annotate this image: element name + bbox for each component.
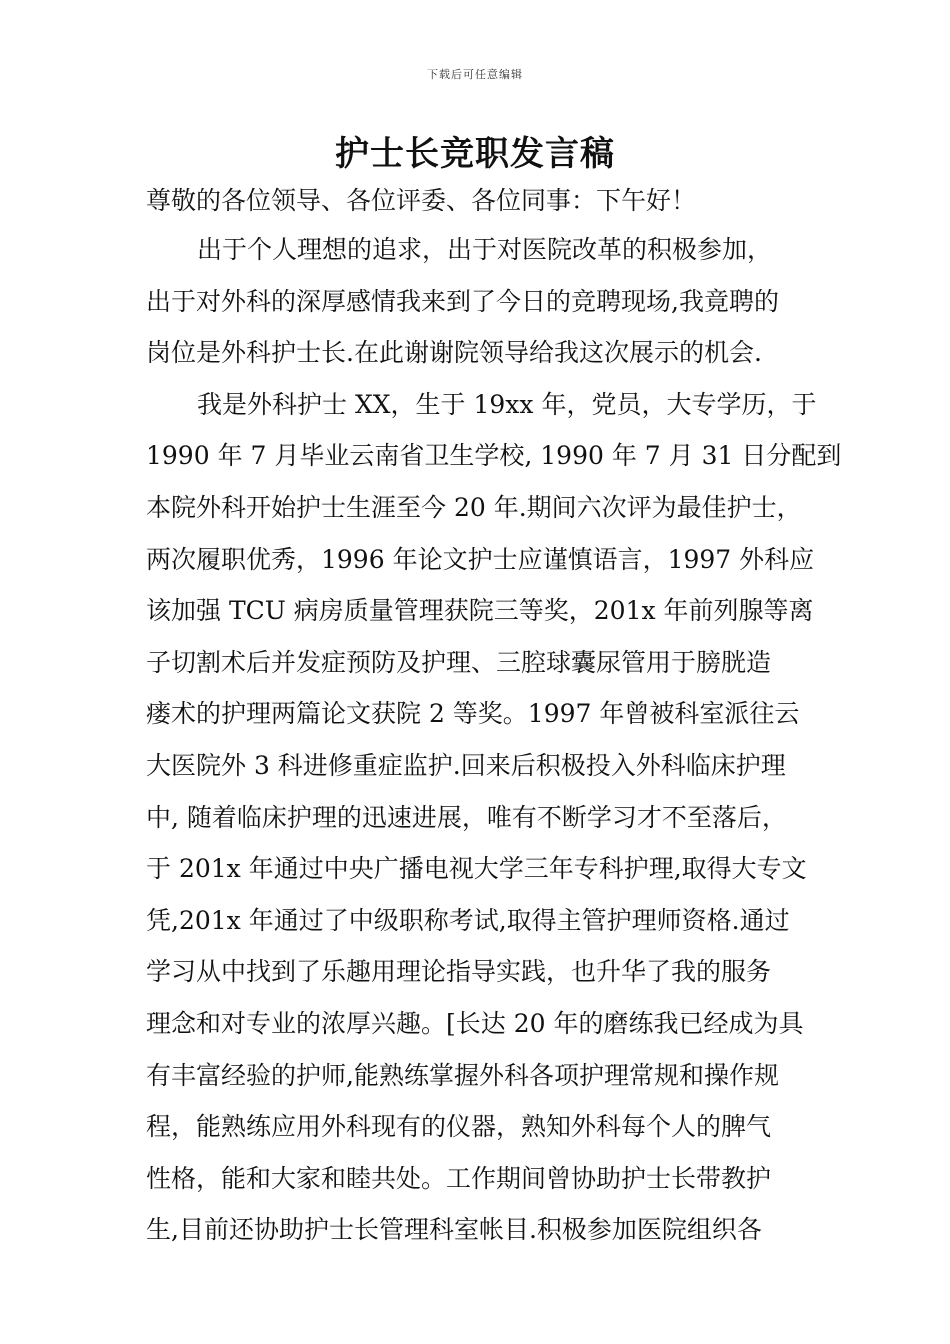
body-line: 程，能熟练应用外科现有的仪器，熟知外科每个人的脾气 [146, 1112, 772, 1142]
body-line: 1990 年 7 月毕业云南省卫生学校, 1990 年 7 月 31 日分配到 [146, 441, 842, 471]
body-line: 我是外科护士 XX，生于 19xx 年，党员，大专学历，于 [197, 389, 817, 419]
body-line: 生,目前还协助护士长管理科室帐目.积极参加医院组织各 [146, 1215, 762, 1245]
body-line: 于 201x 年通过中央广播电视大学三年专科护理,取得大专文 [146, 854, 807, 884]
body-line: 中, 随着临床护理的迅速进展，唯有不断学习才不至落后， [146, 802, 787, 832]
body-line: 大医院外 3 科进修重症监护.回来后积极投入外科临床护理 [146, 750, 786, 780]
body-line: 有丰富经验的护师,能熟练掌握外科各项护理常规和操作规 [146, 1060, 779, 1090]
body-line: 凭,201x 年通过了中级职称考试,取得主管护理师资格.通过 [146, 905, 790, 935]
document-title: 护士长竞职发言稿 [335, 134, 615, 174]
body-line: 子切割术后并发症预防及护理、三腔球囊尿管用于膀胱造 [146, 647, 772, 677]
body-line: 理念和对专业的浓厚兴趣。[长达 20 年的磨练我已经成为具 [146, 1008, 804, 1038]
body-line: 两次履职优秀，1996 年论文护士应谨慎语言，1997 外科应 [146, 544, 815, 574]
body-line: 出于对外科的深厚感情我来到了今日的竞聘现场,我竟聘的 [146, 286, 779, 316]
body-text [146, 229, 842, 1261]
body-line: 学习从中找到了乐趣用理论指导实践，也升华了我的服务 [146, 957, 772, 987]
body-line: 本院外科开始护士生涯至今 20 年.期间六次评为最佳护士， [146, 492, 802, 522]
body-line: 该加强 TCU 病房质量管理获院三等奖，201x 年前列腺等离 [146, 596, 814, 626]
body-line: 性格，能和大家和睦共处。工作期间曾协助护士长带教护 [146, 1163, 772, 1193]
body-line: 出于个人理想的追求，出于对医院改革的积极参加， [197, 235, 773, 264]
body-line: 瘘术的护理两篇论文获院 2 等奖。1997 年曾被科室派往云 [146, 699, 800, 729]
body-line: 岗位是外科护士长.在此谢谢院领导给我这次展示的机会. [146, 338, 762, 368]
salutation: 尊敬的各位领导、各位评委、各位同事：下午好！ [146, 186, 697, 215]
header-note: 下载后可任意编辑 [427, 68, 523, 81]
